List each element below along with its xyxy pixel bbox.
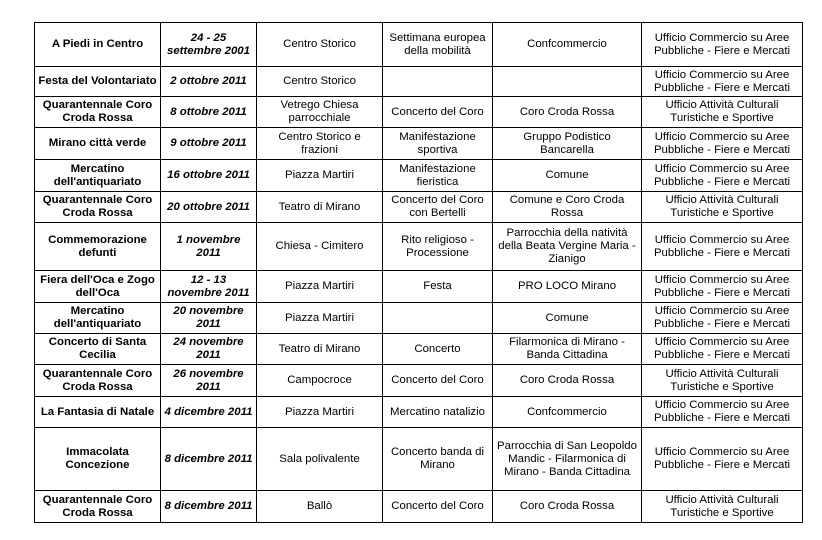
event-date-cell: 20 ottobre 2011 <box>161 192 257 223</box>
event-office-cell: Ufficio Commercio su Aree Pubbliche - Fiere e Mercati <box>642 428 803 491</box>
event-date-cell: 8 dicembre 2011 <box>161 428 257 491</box>
event-organizer-cell: Confcommercio <box>493 23 642 67</box>
table-row <box>35 491 803 523</box>
event-type-cell: Concerto <box>383 334 493 365</box>
event-date-cell: 8 dicembre 2011 <box>161 491 257 523</box>
event-name-cell: A Piedi in Centro <box>35 23 161 67</box>
event-place-cell: Sala polivalente <box>257 428 383 491</box>
event-office-cell: Ufficio Commercio su Aree Pubbliche - Fiere e Mercati <box>642 23 803 67</box>
table-row <box>35 192 803 223</box>
table-row <box>35 160 803 192</box>
event-name-cell: Quarantennale Coro Croda Rossa <box>35 491 161 523</box>
event-name-cell: Quarantennale Coro Croda Rossa <box>35 192 161 223</box>
event-office-cell: Ufficio Attività Culturali Turistiche e Sportive <box>642 97 803 128</box>
event-type-cell: Manifestazione sportiva <box>383 128 493 160</box>
event-date-cell: 16 ottobre 2011 <box>161 160 257 192</box>
event-organizer-cell: Parrocchia della natività della Beata Vergine Maria - Zianigo <box>493 223 642 271</box>
events-table-body <box>35 23 803 523</box>
event-type-cell: Settimana europea della mobilità <box>383 23 493 67</box>
event-type-cell <box>383 67 493 97</box>
event-name-cell: Commemorazione defunti <box>35 223 161 271</box>
event-office-cell: Ufficio Commercio su Aree Pubbliche - Fiere e Mercati <box>642 223 803 271</box>
event-name-cell: La Fantasia di Natale <box>35 397 161 428</box>
event-name-cell: Festa del Volontariato <box>35 67 161 97</box>
table-row <box>35 97 803 128</box>
table-row <box>35 223 803 271</box>
event-date-cell: 24 - 25 settembre 2001 <box>161 23 257 67</box>
event-place-cell: Teatro di Mirano <box>257 334 383 365</box>
table-row <box>35 271 803 303</box>
events-table <box>34 22 803 523</box>
event-office-cell: Ufficio Commercio su Aree Pubbliche - Fiere e Mercati <box>642 128 803 160</box>
table-row <box>35 365 803 397</box>
event-organizer-cell: Coro Croda Rossa <box>493 365 642 397</box>
event-organizer-cell: Comune <box>493 160 642 192</box>
event-name-cell: Quarantennale Coro Croda Rossa <box>35 97 161 128</box>
event-place-cell: Piazza Martiri <box>257 397 383 428</box>
event-name-cell: Concerto di Santa Cecilia <box>35 334 161 365</box>
event-office-cell: Ufficio Commercio su Aree Pubbliche - Fiere e Mercati <box>642 67 803 97</box>
table-row <box>35 334 803 365</box>
event-name-cell: Mercatino dell'antiquariato <box>35 160 161 192</box>
event-date-cell: 4 dicembre 2011 <box>161 397 257 428</box>
event-date-cell: 12 - 13 novembre 2011 <box>161 271 257 303</box>
event-organizer-cell: Confcommercio <box>493 397 642 428</box>
table-row <box>35 397 803 428</box>
event-office-cell: Ufficio Attività Culturali Turistiche e Sportive <box>642 491 803 523</box>
event-organizer-cell: Filarmonica di Mirano - Banda Cittadina <box>493 334 642 365</box>
event-office-cell: Ufficio Attività Culturali Turistiche e Sportive <box>642 365 803 397</box>
event-office-cell: Ufficio Attività Culturali Turistiche e Sportive <box>642 192 803 223</box>
table-row <box>35 128 803 160</box>
event-type-cell: Mercatino natalizio <box>383 397 493 428</box>
event-office-cell: Ufficio Commercio su Aree Pubbliche - Fiere e Mercati <box>642 334 803 365</box>
event-name-cell: Quarantennale Coro Croda Rossa <box>35 365 161 397</box>
table-row <box>35 303 803 334</box>
event-place-cell: Centro Storico e frazioni <box>257 128 383 160</box>
event-type-cell: Concerto del Coro <box>383 491 493 523</box>
event-place-cell: Centro Storico <box>257 67 383 97</box>
event-place-cell: Piazza Martiri <box>257 271 383 303</box>
event-type-cell: Concerto del Coro <box>383 365 493 397</box>
event-name-cell: Mirano città verde <box>35 128 161 160</box>
event-organizer-cell: PRO LOCO Mirano <box>493 271 642 303</box>
event-organizer-cell <box>493 67 642 97</box>
event-place-cell: Piazza Martiri <box>257 160 383 192</box>
event-date-cell: 9 ottobre 2011 <box>161 128 257 160</box>
event-place-cell: Piazza Martiri <box>257 303 383 334</box>
event-office-cell: Ufficio Commercio su Aree Pubbliche - Fiere e Mercati <box>642 160 803 192</box>
event-type-cell: Rito religioso - Processione <box>383 223 493 271</box>
table-row <box>35 428 803 491</box>
event-name-cell: Mercatino dell'antiquariato <box>35 303 161 334</box>
event-type-cell: Festa <box>383 271 493 303</box>
table-row <box>35 23 803 67</box>
table-row <box>35 67 803 97</box>
event-name-cell: Immacolata Concezione <box>35 428 161 491</box>
event-type-cell: Concerto del Coro <box>383 97 493 128</box>
event-organizer-cell: Comune <box>493 303 642 334</box>
event-name-cell: Fiera dell'Oca e Zogo dell'Oca <box>35 271 161 303</box>
event-office-cell: Ufficio Commercio su Aree Pubbliche - Fiere e Mercati <box>642 397 803 428</box>
event-type-cell <box>383 303 493 334</box>
event-type-cell: Concerto del Coro con Bertelli <box>383 192 493 223</box>
event-type-cell: Concerto banda di Mirano <box>383 428 493 491</box>
event-organizer-cell: Coro Croda Rossa <box>493 491 642 523</box>
event-organizer-cell: Parrocchia di San Leopoldo Mandic - Filarmonica di Mirano - Banda Cittadina <box>493 428 642 491</box>
event-office-cell: Ufficio Commercio su Aree Pubbliche - Fiere e Mercati <box>642 303 803 334</box>
event-place-cell: Centro Storico <box>257 23 383 67</box>
event-date-cell: 24 novembre 2011 <box>161 334 257 365</box>
event-date-cell: 26 novembre 2011 <box>161 365 257 397</box>
event-organizer-cell: Gruppo Podistico Bancarella <box>493 128 642 160</box>
event-organizer-cell: Coro Croda Rossa <box>493 97 642 128</box>
event-office-cell: Ufficio Commercio su Aree Pubbliche - Fiere e Mercati <box>642 271 803 303</box>
event-place-cell: Chiesa - Cimitero <box>257 223 383 271</box>
event-date-cell: 2 ottobre 2011 <box>161 67 257 97</box>
event-date-cell: 1 novembre 2011 <box>161 223 257 271</box>
event-date-cell: 20 novembre 2011 <box>161 303 257 334</box>
event-place-cell: Campocroce <box>257 365 383 397</box>
event-organizer-cell: Comune e Coro Croda Rossa <box>493 192 642 223</box>
event-place-cell: Ballò <box>257 491 383 523</box>
event-place-cell: Vetrego Chiesa parrocchiale <box>257 97 383 128</box>
event-date-cell: 8 ottobre 2011 <box>161 97 257 128</box>
event-type-cell: Manifestazione fieristica <box>383 160 493 192</box>
event-place-cell: Teatro di Mirano <box>257 192 383 223</box>
